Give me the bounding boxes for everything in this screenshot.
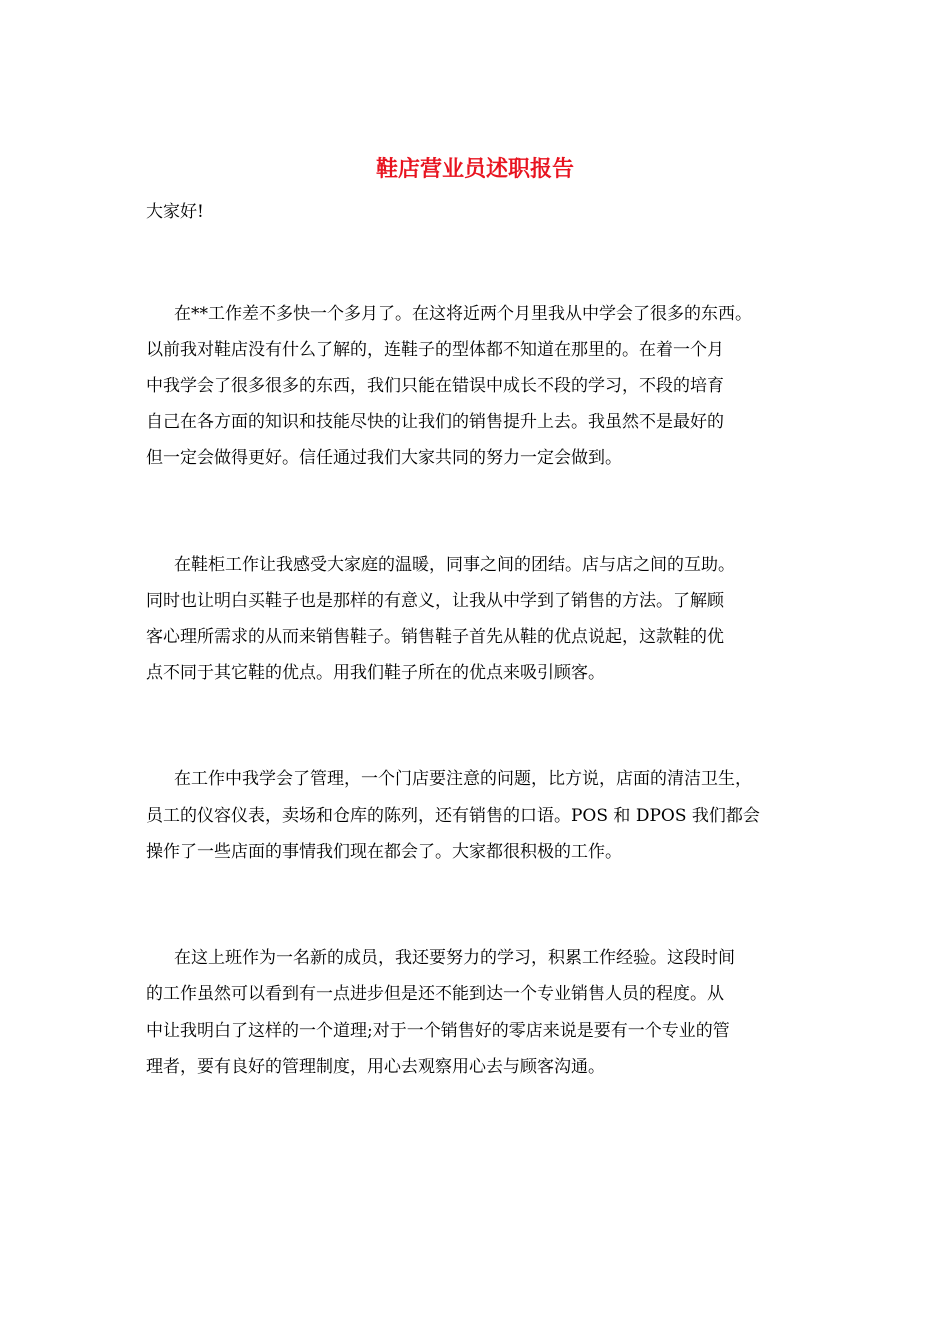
document-title: 鞋店营业员述职报告 — [375, 156, 574, 182]
paragraph-line: 员工的仪容仪表，卖场和仓库的陈列，还有销售的口语。POS 和 DPOS 我们都会 — [146, 806, 760, 826]
paragraph-line: 在这上班作为一名新的成员，我还要努力的学习，积累工作经验。这段时间 — [174, 948, 735, 968]
paragraph-line: 在工作中我学会了管理，一个门店要注意的问题，比方说，店面的清洁卫生， — [174, 769, 752, 789]
paragraph-line: 的工作虽然可以看到有一点进步但是还不能到达一个专业销售人员的程度。从 — [146, 984, 724, 1004]
paragraph-line: 客心理所需求的从而来销售鞋子。销售鞋子首先从鞋的优点说起，这款鞋的优 — [146, 627, 724, 647]
paragraph-line: 理者，要有良好的管理制度，用心去观察用心去与顾客沟通。 — [146, 1057, 605, 1077]
paragraph-line: 以前我对鞋店没有什么了解的，连鞋子的型体都不知道在那里的。在着一个月 — [146, 340, 724, 360]
greeting: 大家好! — [146, 202, 204, 222]
paragraph-line: 但一定会做得更好。信任通过我们大家共同的努力一定会做到。 — [146, 448, 622, 468]
paragraph-line: 自己在各方面的知识和技能尽快的让我们的销售提升上去。我虽然不是最好的 — [146, 412, 724, 432]
paragraph-line: 在**工作差不多快一个多月了。在这将近两个月里我从中学会了很多的东西。 — [174, 304, 752, 324]
paragraph-line: 操作了一些店面的事情我们现在都会了。大家都很积极的工作。 — [146, 842, 622, 862]
paragraph-line: 中让我明白了这样的一个道理;对于一个销售好的零店来说是要有一个专业的管 — [146, 1021, 730, 1041]
paragraph-line: 点不同于其它鞋的优点。用我们鞋子所在的优点来吸引顾客。 — [146, 663, 605, 683]
paragraph-line: 在鞋柜工作让我感受大家庭的温暖，同事之间的团结。店与店之间的互助。 — [174, 555, 735, 575]
paragraph-line: 同时也让明白买鞋子也是那样的有意义，让我从中学到了销售的方法。了解顾 — [146, 591, 724, 611]
paragraph-line: 中我学会了很多很多的东西，我们只能在错误中成长不段的学习，不段的培育 — [146, 376, 724, 396]
